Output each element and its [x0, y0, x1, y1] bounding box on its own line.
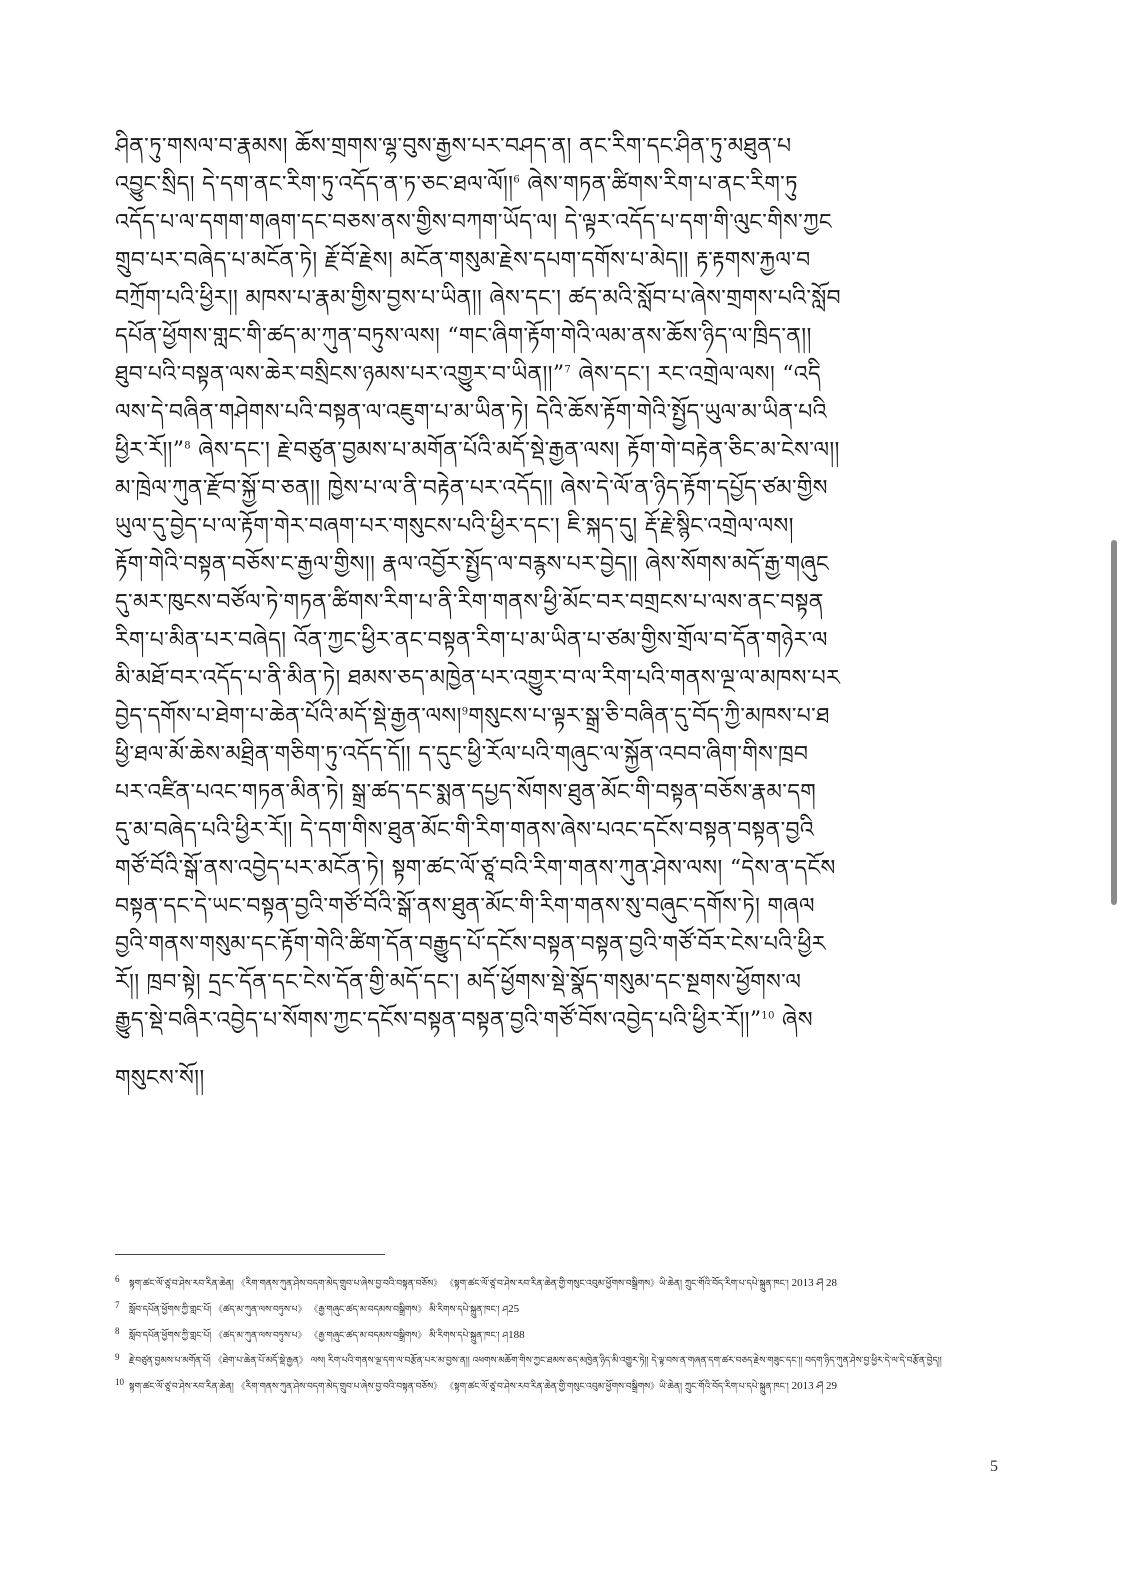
footnote-7 — [115, 1302, 1035, 1318]
text-line: འདོད་པ་ལ་དགག་གཞག་དང་བཅས་ནས་གྱིས་བཀག་ཡོད་ལ། དེ་ལྟར་འདོད་པ་དག་གི་ལུང་གིས་ཀྱང — [115, 210, 832, 235]
footnote-citation: 188 — [508, 1329, 525, 1341]
text-line: ཤིན་ཏུ་གསལ་བ་རྣམས། ཆོས་གྲགས་ལྷ་བུས་རྒྱས་པར་བཤད་ན། ནང་རིག་དང་ཤིན་ཏུ་མཐུན་པ — [115, 134, 792, 159]
text-line: ཕྱིར་རོ།།”$^8$ ཞེས་དང་། རྗེ་བཙུན་བྱམས་པ་མགོན་པོའི་མདོ་སྡེ་རྒྱན་ལས། རྟོག་གེ་བརྟེན་ཅིང་མ་ངེས་ལ།། — [115, 438, 840, 463]
text-line: པར་འཛིན་པའང་གཏན་མིན་ཏེ། སྒྲ་ཚད་དང་སྨན་དཔྱད་སོགས་ཐུན་མོང་གི་བསྟན་བཅོས་རྣམ་དག — [115, 780, 817, 805]
text-line: ཐུབ་པའི་བསྟན་ལས་ཆེར་བསྲིངས་ཉམས་པར་འགྱུར་བ་ཡིན།།”$^7$ ཞེས་དང་། རང་འགྲེལ་ལས། “འདི — [115, 362, 822, 387]
footnote-number: 7 — [115, 1300, 120, 1310]
text-line: རྒྱུད་སྡེ་བཞིར་འབྱེད་པ་སོགས་ཀྱང་དངོས་བསྟན་བསྟན་བྱའི་གཙོ་བོས་འབྱེད་པའི་ཕྱིར་རོ།།”$^{10}$ ཞེས — [115, 1008, 813, 1033]
page-number: 5 — [990, 1458, 998, 1475]
text-line: ཡུལ་དུ་བྱེད་པ་ལ་རྟོག་གེར་བཞག་པར་གསུངས་པའི་ཕྱིར་དང་། ཇི་སྐད་དུ། རྡོ་རྗེ་སྙིང་འགྲེལ་ལས། — [115, 514, 794, 539]
text-line: ལས་དེ་བཞིན་གཤེགས་པའི་བསྟན་ལ་འཇུག་པ་མ་ཡིན་ཏེ། དེའི་ཆོས་རྟོག་གེའི་སྤྱོད་ཡུལ་མ་ཡིན་པའི — [115, 400, 827, 425]
text-line: མི་མཐོ་བར་འདོད་པ་ནི་མིན་ཏེ། ཐམས་ཅད་མཁྱེན་པར་འགྱུར་བ་ལ་རིག་པའི་གནས་ལྔ་ལ་མཁས་པར — [115, 666, 841, 691]
text-line: དུ་མར་ཁུངས་བཙོལ་ཏེ་གཏན་ཚིགས་རིག་པ་ནི་རིག་གནས་ཕྱི་མོང་བར་བགྲངས་པ་ལས་ནང་བསྟན — [115, 590, 824, 615]
footnote-text: སྟག་ཚང་ལོ་ཙཱ་བ་ཤེས་རབ་རིན་ཆེན། 《རིག་གནས་ཀུན་ཤེས་བདག་མེད་གྲུབ་པ་ཞེས་བྱ་བའི་བསྟན་བཅོས》 《སྟག་ཚང་ལོ་ཙཱ་བ་ཤེས་རབ་རིན་ཆེན་གྱི་གསུང་འབུམ་ཕྱོགས་བསྒྲིགས》ཡི་ཆེན། ཀྲུང་གོའི་བོད་རིག་པ་དཔེ་སྐྲུན་ཁང་། — [129, 1382, 789, 1392]
body-text — [115, 128, 1015, 1098]
footnote-10 — [115, 1379, 1035, 1395]
footnote-separator — [115, 1254, 385, 1255]
footnote-ref-6[interactable]: 6 — [513, 174, 521, 186]
text-line: བསྟན་དང་དེ་ཡང་བསྟན་བྱའི་གཙོ་བོའི་སྒོ་ནས་ཐུན་མོང་གི་རིག་གནས་སུ་བཞུང་དགོས་ཏེ། གཞལ — [115, 894, 815, 919]
footnote-number: 9 — [115, 1352, 120, 1362]
text-line: བཀྲོག་པའི་ཕྱིར།། མཁས་པ་རྣམ་གྱིས་བྱས་པ་ཡིན།། ཞེས་དང་། ཚད་མའི་སློབ་པ་ཞེས་གྲགས་པའི་སློབ — [115, 286, 841, 311]
text-line: གསུངས་སོ།། — [115, 1066, 205, 1091]
footnote-text: སློབ་དཔོན་ཕྱོགས་ཀྱི་གླང་པོ། 《ཚད་མ་ཀུན་ལས་བཏུས་པ》 《རྒྱ་གཞུང་ཚད་མ་བདམས་བསྒྲིགས》 མི་རིགས་དཔེ་སྐྲུན་ཁང་། ཤ — [129, 1305, 509, 1315]
footnote-9 — [115, 1354, 1035, 1369]
footnote-ref-9[interactable]: 9 — [461, 706, 469, 718]
footnote-number: 6 — [115, 1274, 120, 1284]
footnote-6 — [115, 1276, 1035, 1292]
footnote-ref-8[interactable]: 8 — [184, 440, 191, 452]
footnote-ref-7[interactable]: 7 — [564, 364, 572, 376]
footnote-number: 8 — [115, 1326, 120, 1336]
text-line: བྱའི་གནས་གསུམ་དང་རྟོག་གེའི་ཚིག་དོན་བརྒྱུད་པོ་དངོས་བསྟན་བསྟན་བྱའི་གཙོ་བོར་ངེས་པའི་ཕྱིར — [115, 932, 826, 957]
text-line: མ་ཁྲེལ་ཀུན་རྫོབ་སྐྱོ་བ་ཅན།། ཁྱེས་པ་ལ་ནི་བརྟེན་པར་འདོད།། ཞེས་དེ་ལོ་ན་ཉིད་རྟོག་དཔྱོད་ཙམ་གྱིས — [115, 476, 828, 501]
footnote-citation: 2013 ཤ 29 — [791, 1380, 838, 1392]
text-line: རོ།། ཁྲབ་སྟེ། དྲང་དོན་དང་ངེས་དོན་གྱི་མདོ་དང་། མདོ་ཕྱོགས་སྡེ་སྣོད་གསུམ་དང་སྔགས་ཕྱོགས་ལ — [115, 970, 802, 995]
text-line: དུ་མ་བཞེད་པའི་ཕྱིར་རོ།། དེ་དག་གིས་ཐུན་མོང་གི་རིག་གནས་ཞེས་པའང་དངོས་བསྟན་བསྟན་བྱའི — [115, 818, 815, 843]
footnote-number: 10 — [115, 1377, 124, 1387]
footnote-ref-10[interactable]: 10 — [761, 1010, 775, 1022]
footnote-8 — [115, 1328, 1035, 1344]
text-line: རྟོག་གེའི་བསྟན་བཅོས་ང་རྒྱལ་གྱིས།། རྣལ་འབྱོར་སྤྱོད་ལ་བརྙས་པར་བྱེད།། ཞེས་སོགས་མདོ་རྒྱ་གཞུང — [115, 552, 830, 577]
footnote-text: རྗེ་བཙུན་བྱམས་པ་མགོན་པོ། 《ཐེག་པ་ཆེན་པོ་མདོ་སྡེ་རྒྱན》 ལས། རིག་པའི་གནས་ལྔ་དག་ལ་བརྩོན་པར་མ་བྱས་ན།། འཕགས་མཆོག་གིས་ཀྱང་ཐམས་ཅད་མཁྱེན་ཉིད་མི་འགྱུར་ཏེ།། དེ་ལྟ་བས་ན་གཞན་དག་ཚར་བཅད་རྗེས་གཟུང་དང་།། བདག་ཉིད་ཀུན་ཤེས་བྱ་ཕྱིར་དེ་ལ་དེ་བརྩོན་བྱེད།། — [129, 1356, 942, 1366]
text-line: བྱེད་དགོས་པ་ཐེག་པ་ཆེན་པོའི་མདོ་སྡེ་རྒྱན་ལས།$^9$གསུངས་པ་ལྟར་སྒྲ་ཅི་བཞིན་དུ་བོད་ཀྱི་མཁས་པ་ཐ — [115, 704, 830, 729]
text-line: རིག་པ་མིན་པར་བཞེད། འོན་ཀྱང་ཕྱིར་ནང་བསྟན་རིག་པ་མ་ཡིན་པ་ཙམ་གྱིས་གྲོལ་བ་དོན་གཉེར་ལ — [115, 628, 828, 653]
text-line: དཔོན་ཕྱོགས་གླང་གི་ཚད་མ་ཀུན་བཏུས་ལས། “གང་ཞིག་རྟོག་གེའི་ལམ་ནས་ཆོས་ཉིད་ལ་ཁྲིད་ན།། — [115, 324, 812, 349]
footnote-text: སྟག་ཚང་ལོ་ཙཱ་བ་ཤེས་རབ་རིན་ཆེན། 《རིག་གནས་ཀུན་ཤེས་བདག་མེད་གྲུབ་པ་ཞེས་བྱ་བའི་བསྟན་བཅོས》 《སྟག་ཚང་ལོ་ཙཱ་བ་ཤེས་རབ་རིན་ཆེན་གྱི་གསུང་འབུམ་ཕྱོགས་བསྒྲིགས》ཡི་ཆེན། ཀྲུང་གོའི་བོད་རིག་པ་དཔེ་སྐྲུན་ཁང་། — [129, 1279, 789, 1289]
text-line: གཙོ་བོའི་སྒོ་ནས་འབྱེད་པར་མངོན་ཏེ། སྟག་ཚང་ལོ་ཙཱ་བའི་རིག་གནས་ཀུན་ཤེས་ལས། “དེས་ན་དངོས — [115, 856, 836, 881]
scrollbar-thumb[interactable] — [1111, 540, 1117, 905]
footnote-citation: 2013 ཤ 28 — [791, 1277, 838, 1289]
text-line: ཕྱི་ཐལ་མོ་ཆེས་མཐྲིན་གཅིག་ཏུ་འདོད་དོ།། ད་དུང་ཕྱི་རོལ་པའི་གཞུང་ལ་སྐྱོན་འབབ་ཞིག་གིས་ཁྲབ — [115, 742, 809, 767]
footnote-text: སློབ་དཔོན་ཕྱོགས་ཀྱི་གླང་པོ། 《ཚད་མ་ཀུན་ལས་བཏུས་པ》 《རྒྱ་གཞུང་ཚད་མ་བདམས་བསྒྲིགས》 མི་རིགས་དཔེ་སྐྲུན་ཁང་། ཤ — [129, 1331, 509, 1341]
text-line: འབྱུང་སྲིད། དེ་དག་ནང་རིག་ཏུ་འདོད་ན་ཏ་ཅང་ཐལ་ལོ།།$^6$ ཞེས་གཏན་ཚིགས་རིག་པ་ནང་རིག་ཏུ — [115, 172, 798, 197]
footnote-citation: 25 — [508, 1303, 520, 1315]
text-line: གྲུབ་པར་བཞེད་པ་མངོན་ཏེ། རྗོ་བོ་རྗེས། མངོན་གསུམ་རྗེས་དཔག་དགོས་པ་མེད།། རྟ་རྟགས་རྐྱལ་བ — [115, 248, 811, 273]
footnotes — [115, 1276, 1035, 1405]
